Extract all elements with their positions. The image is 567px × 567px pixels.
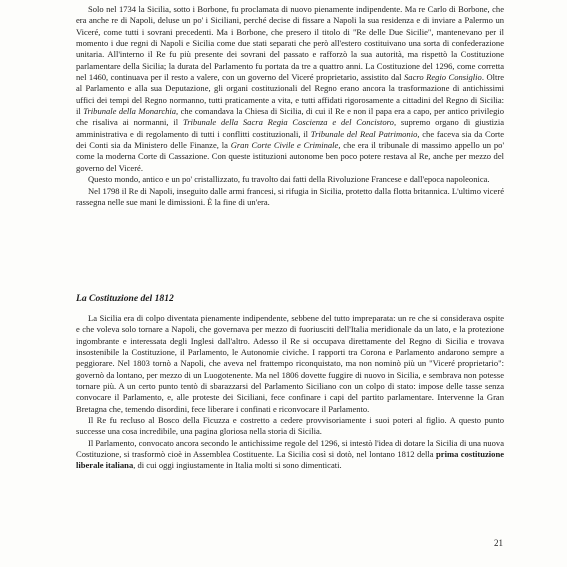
paragraph: Nel 1798 il Re di Napoli, inseguito dalle armi francesi, si rifugia in Sicilia, protetto dalla flotta britannica. L'ultimo viceré rassegna nelle sue mani le dimissioni. È la fine di un'era.: [76, 185, 504, 207]
paragraph: La Sicilia era di colpo diventata pienamente indipendente, sebbene del tutto impreparata: un re che si considerava ospite e che voleva solo tornare a Napoli, che governava per mezzo di fuoriusciti dell'Italia meridionale da un lato, e la protezione ingombrante e interessata degli Inglesi dall'altro. Adesso il Re si occupava direttamente del Regno di Sicilia e trovava insostenibile la Costituzione, il Parlamento, le Autonomie civiche. I rapporti tra Corona e Parlamento andarono sempre a peggiorare. Nel 1803 tornò a Napoli, che aveva nel frattempo riconquistato, ma non nominò più un "Viceré proprietario": governò da lontano, per mezzo di un Luogotenente. Ma nel 1806 dovette fuggire di nuovo in Sicilia, e sembrava non potesse tornare più. A un certo punto tentò di sbarazzarsi del Parlamento Siciliano con un colpo di stato: impose delle tasse senza convocare il Parlamento, e, alle proteste dei Siciliani, fece confinare i capi del partito parlamentare. Intervenne la Gran Bretagna che, temendo disordini, fece liberare i confinati e riconvocare il Parlamento.: [76, 313, 504, 414]
section-1-body: [76, 4, 504, 208]
section-2-body: [76, 313, 504, 472]
bold-phrase: prima costituzione liberale italiana: [76, 449, 505, 471]
paragraph: Solo nel 1734 la Sicilia, sotto i Borbone, fu proclamata di nuovo pienamente indipendente. Ma re Carlo di Borbone, che era anche re di Napoli, deluse un po' i Siciliani, perché decise di fissare a Napoli la sua residenza e di inviare a Palermo un Viceré, come tutti i sovrani precedenti. Ma i Borbone, che presero il titolo di "Re delle Due Sicilie", mantenevano per il momento i due regni di Napoli e Sicilia come due stati separati che però all'estero costituivano una sorta di confederazione unitaria. All'interno il Re fu più presente dei sovrani del passato e rafforzò la sua autorità, ma rispettò la Costituzione parlamentare della Sicilia; la durata del Parlamento fu portata da tre a quattro anni. La Costituzione del 1296, come corretta nel 1460, continuava per il resto a valere, con un governo del Viceré proprietario, assistito dal Sacro Regio Consiglio. Oltre al Parlamento e alla sua Deputazione, gli organi costituzionali del Regno erano ancora la trasformazione di antichissimi uffici dei tempi del Regno normanno, tutti praticamente a vita, e tutti affidati rigorosamente a cittadini del Regno di Sicilia: il Tribunale della Monarchia, che comandava la Chiesa di Sicilia, di cui il Re e non il papa era a capo, per antico privilegio che risaliva ai normanni, il Tribunale della Sacra Regia Coscienza e del Concistoro, supremo organo di giustizia amministrativa e di regolamento di tutti i conflitti costituzionali, il Tribunale del Real Patrimonio, che faceva sia da Corte dei Conti sia da Ministero delle Finanze, la Gran Corte Civile e Criminale, che era il tribunale di massimo appello un po' come la moderna Corte di Cassazione. Con queste istituzioni autonome ben poco potere restava al Re, anche per mezzo del governo del Viceré.: [76, 4, 505, 173]
paragraph: Il Parlamento, convocato ancora secondo le antichissime regole del 1296, si intestò l'idea di dotare la Sicilia di una nuova Costituzione, si trasformò cioè in Assemblea Costituente. La Sicilia così si dotò, nel lontano 1812 della prima costituzione liberale italiana, di cui oggi ingiustamente in Italia molti si sono dimenticati.: [76, 437, 505, 471]
section-heading: La Costituzione del 1812: [76, 293, 174, 304]
paragraph: Questo mondo, antico e un po' cristallizzato, fu travolto dai fatti della Rivoluzione Francese e dall'epoca napoleonica.: [88, 174, 490, 185]
paragraph: Il Re fu recluso al Bosco della Ficuzza e costretto a cedere provvisoriamente i suoi poteri al figlio. A questo punto successe una cosa incredibile, una pagina gloriosa nella storia di Sicilia.: [76, 415, 504, 437]
page-number: 21: [494, 538, 503, 548]
